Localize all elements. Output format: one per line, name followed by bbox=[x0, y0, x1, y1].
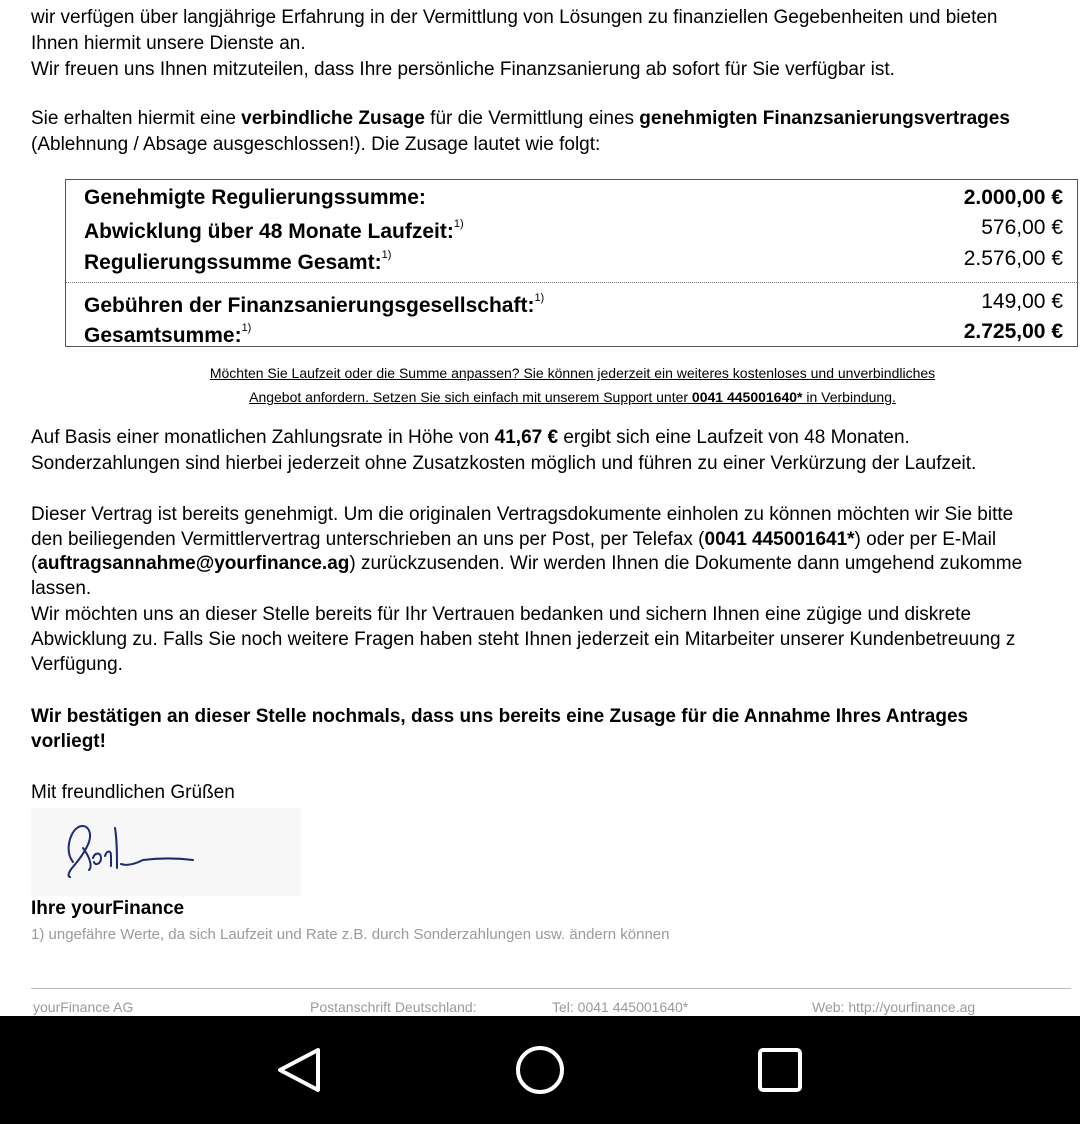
adjust-note-line-1: Möchten Sie Laufzeit oder die Summe anpassen? Sie können jederzeit ein weiteres kostenloses und unverbindliches bbox=[209, 365, 936, 381]
zusage-paragraph-line-2: (Ablehnung / Absage ausgeschlossen!). Die Zusage lautet wie folgt: bbox=[31, 134, 601, 155]
footer-rule bbox=[31, 988, 1071, 989]
zusage-paragraph-line-1: Sie erhalten hiermit eine verbindliche Zusage für die Vermittlung eines genehmigten Finanzsanierungsvertrages bbox=[31, 108, 1010, 129]
summary-label: Genehmigte Regulierungssumme: bbox=[84, 186, 426, 209]
greeting: Mit freundlichen Grüßen bbox=[31, 782, 235, 803]
footnote: 1) ungefähre Werte, da sich Laufzeit und Rate z.B. durch Sonderzahlungen usw. ändern können bbox=[31, 926, 670, 943]
summary-label: Regulierungssumme Gesamt: bbox=[84, 251, 382, 274]
footnote-marker: 1) bbox=[453, 218, 464, 230]
zusage-bold-2: genehmigten Finanzsanierungsvertrages bbox=[639, 108, 1010, 129]
rate-line-2: Sonderzahlungen sind hierbei jederzeit ohne Zusatzkosten möglich und führen zu einer Verkürzung der Laufzeit. bbox=[31, 453, 977, 474]
summary-row bbox=[84, 212, 1063, 243]
footer-postal: Postanschrift Deutschland: bbox=[310, 999, 477, 1015]
footnote-marker: 1) bbox=[381, 249, 392, 261]
summary-value: 2.000,00 € bbox=[963, 186, 1063, 209]
zusage-bold-1: verbindliche Zusage bbox=[241, 108, 425, 129]
fax-number: 0041 445001641* bbox=[704, 529, 855, 550]
intro-line-1: wir verfügen über langjährige Erfahrung in der Vermittlung von Lösungen zu finanziellen Gegebenheiten und bieten bbox=[31, 7, 998, 28]
back-triangle-icon[interactable] bbox=[272, 1042, 328, 1098]
summary-label: Gebühren der Finanzsanierungsgesellschaft: bbox=[84, 294, 535, 317]
contract-line-7: Verfügung. bbox=[31, 654, 123, 675]
recents-square-icon[interactable] bbox=[752, 1042, 808, 1098]
summary-label: Abwicklung über 48 Monate Laufzeit: bbox=[84, 220, 454, 243]
summary-divider bbox=[66, 282, 1077, 283]
signature-drawing bbox=[31, 808, 301, 896]
summary-label: Gesamtsumme: bbox=[84, 324, 242, 347]
confirm-line-1: Wir bestätigen an dieser Stelle nochmals, dass uns bereits eine Zusage für die Annahme Ihres Antrages bbox=[31, 706, 969, 727]
support-phone: 0041 445001640* bbox=[691, 389, 803, 405]
footer-company: yourFinance AG bbox=[33, 999, 134, 1015]
footnote-marker: 1) bbox=[241, 322, 252, 334]
signature-image bbox=[31, 808, 301, 896]
intro-line-3: Wir freuen uns Ihnen mitzuteilen, dass Ihre persönliche Finanzsanierung ab sofort für Sie verfügbar ist. bbox=[31, 59, 895, 80]
confirm-line-2: vorliegt! bbox=[31, 731, 106, 752]
email-address: auftragsannahme@yourfinance.ag bbox=[37, 553, 350, 574]
summary-row bbox=[84, 316, 1063, 347]
footer-tel: Tel: 0041 445001640* bbox=[552, 999, 689, 1015]
rate-amount: 41,67 € bbox=[494, 427, 559, 448]
summary-row bbox=[84, 243, 1063, 274]
summary-value: 576,00 € bbox=[981, 216, 1063, 239]
contract-line-3: (auftragsannahme@yourfinance.ag) zurückzusenden. Wir werden Ihnen die Dokumente dann umgehend zukomme bbox=[31, 553, 1023, 574]
summary-value: 2.576,00 € bbox=[963, 247, 1063, 270]
footnote-marker: 1) bbox=[534, 292, 545, 304]
footer-web: Web: http://yourfinance.ag bbox=[812, 999, 976, 1015]
contract-line-2: den beiliegenden Vermittlervertrag unterschrieben an uns per Post, per Telefax (0041 445001641*) oder per E-Mail bbox=[31, 529, 997, 550]
contract-line-5: Wir möchten uns an dieser Stelle bereits für Ihr Vertrauen bedanken und sichern Ihnen eine zügige und diskrete bbox=[31, 604, 972, 625]
summary-row bbox=[84, 286, 1063, 317]
rate-line-1: Auf Basis einer monatlichen Zahlungsrate in Höhe von 41,67 € ergibt sich eine Laufzeit von 48 Monaten. bbox=[31, 427, 910, 448]
contract-line-1: Dieser Vertrag ist bereits genehmigt. Um die originalen Vertragsdokumente einholen zu können möchten wir Sie bitte bbox=[31, 504, 1014, 525]
sender-name: Ihre yourFinance bbox=[31, 898, 185, 919]
adjust-note-line-2: Angebot anfordern. Setzen Sie sich einfach mit unserem Support unter 0041 445001640* in Verbindung. bbox=[249, 389, 896, 405]
summary-table bbox=[65, 179, 1078, 347]
home-circle-icon[interactable] bbox=[512, 1042, 568, 1098]
intro-line-2: Ihnen hiermit unsere Dienste an. bbox=[31, 33, 306, 54]
android-navigation-bar bbox=[0, 1016, 1080, 1124]
contract-line-4: lassen. bbox=[31, 578, 92, 599]
contract-line-6: Abwicklung zu. Falls Sie noch weitere Fragen haben steht Ihnen jederzeit ein Mitarbeiter unserer Kundenbetreuung z bbox=[31, 629, 1016, 650]
summary-value: 2.725,00 € bbox=[963, 320, 1063, 343]
summary-value: 149,00 € bbox=[981, 290, 1063, 313]
summary-row bbox=[84, 182, 1063, 213]
